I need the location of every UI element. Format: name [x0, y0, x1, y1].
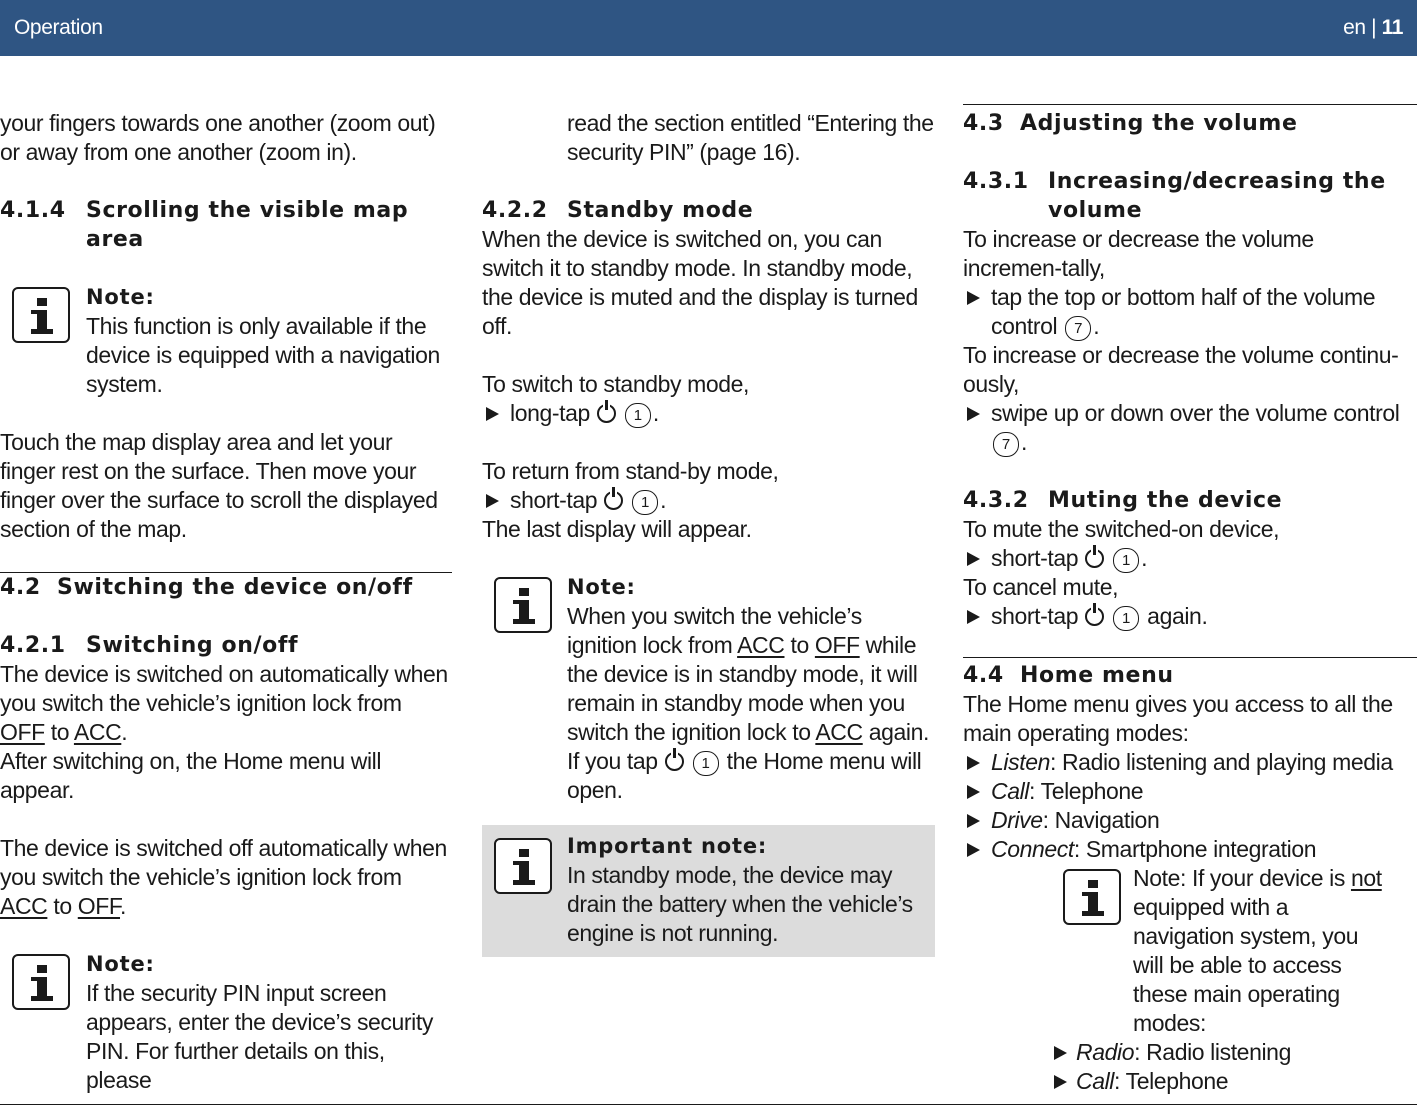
- info-icon: [12, 287, 70, 343]
- power-icon: [597, 404, 616, 423]
- callout-1: 1: [1113, 606, 1139, 631]
- heading-number: 4.3: [963, 111, 1004, 136]
- note-title: Important note:: [567, 834, 768, 858]
- heading-title: Standby mode: [567, 198, 754, 223]
- power-icon: [604, 491, 623, 510]
- note-title: Note:: [567, 575, 636, 599]
- page-number: 11: [1381, 16, 1403, 39]
- heading-number: 4.1.4: [0, 198, 66, 223]
- info-icon: [494, 577, 552, 633]
- heading-4-3-2: [963, 486, 1417, 515]
- callout-1: 1: [625, 403, 651, 428]
- arrow-icon: [963, 777, 991, 806]
- paragraph-increment: To increase or decrease the volume incremen-tally,: [963, 226, 1314, 281]
- heading-4-2-2: [482, 196, 935, 225]
- heading-4-2: [0, 573, 452, 602]
- paragraph-return: To return from stand-by mode,: [482, 458, 779, 484]
- step-mute: short-tap 1 .: [963, 544, 1417, 573]
- heading-title: Muting the device: [1048, 488, 1283, 513]
- note-text: Note: If your device is not equipped with a navigation system, you will be able to access these main operating modes:: [1133, 865, 1382, 1036]
- note-continued: read the section entitled “Entering the security PIN” (page 16).: [567, 110, 934, 165]
- header-lang: en: [1343, 16, 1366, 39]
- arrow-icon: [963, 602, 991, 631]
- heading-number: 4.4: [963, 663, 1004, 688]
- heading-4-1-4: [0, 196, 452, 254]
- heading-title: Switching the device on/off: [57, 575, 413, 600]
- mode-item: Call: Telephone: [963, 777, 1417, 806]
- step-swipe-volume: swipe up or down over the volume control 7 .: [963, 399, 1417, 457]
- heading-title: Adjusting the volume: [1020, 111, 1298, 136]
- heading-title: Switching on/off: [86, 633, 299, 658]
- heading-number: 4.2.1: [0, 633, 66, 658]
- callout-1: 1: [1113, 548, 1139, 573]
- note-ignition: [482, 573, 935, 805]
- arrow-icon: [963, 835, 991, 864]
- arrow-icon: [482, 399, 510, 428]
- arrow-icon: [1048, 1067, 1076, 1096]
- info-icon: [1063, 869, 1121, 925]
- page-header: [0, 0, 1417, 56]
- note-security-pin: [0, 950, 452, 1095]
- heading-number: 4.2.2: [482, 198, 548, 223]
- note-title: Note:: [86, 952, 155, 976]
- info-icon: [494, 838, 552, 894]
- heading-title: Home menu: [1020, 663, 1174, 688]
- note-text: If the security PIN input screen appears, enter the device’s security PIN. For further details on this, please: [86, 980, 433, 1093]
- note-text: When you switch the vehicle’s ignition lock from ACC to OFF while the device is in standby mode, it will remain in standby mode when you switch the ignition lock to ACC again. If you tap 1 the Home menu will open.: [567, 603, 929, 803]
- info-icon: [12, 954, 70, 1010]
- paragraph-mute: To mute the switched-on device,: [963, 516, 1280, 542]
- mode-item: Drive: Navigation: [963, 806, 1417, 835]
- arrow-icon: [963, 399, 991, 457]
- paragraph-home: The Home menu gives you access to all the main operating modes:: [963, 691, 1393, 746]
- mode-item: Listen: Radio listening and playing media: [963, 748, 1417, 777]
- arrow-icon: [963, 283, 991, 341]
- arrow-icon: [963, 806, 991, 835]
- note-text: In standby mode, the device may drain the battery when the vehicle’s engine is not running.: [567, 862, 913, 946]
- arrow-icon: [963, 544, 991, 573]
- header-page: en | 11: [1343, 16, 1403, 39]
- arrow-icon: [1048, 1038, 1076, 1067]
- important-note: [482, 825, 935, 957]
- heading-4-4: [963, 661, 1417, 690]
- heading-4-3-1: [963, 167, 1417, 225]
- heading-title: Scrolling the visible map area: [86, 198, 409, 252]
- note-text: This function is only available if the device is equipped with a navigation system.: [86, 313, 440, 397]
- column-1: [0, 109, 452, 1095]
- power-icon: [1085, 607, 1104, 626]
- mode-item: Connect: Smartphone integration: [963, 835, 1417, 864]
- heading-title: Increasing/decreasing the volume: [1048, 169, 1386, 223]
- paragraph-to-switch: To switch to standby mode,: [482, 371, 750, 397]
- step-short-tap: short-tap 1 .: [482, 486, 935, 515]
- paragraph-zoom: your fingers towards one another (zoom out) or away from one another (zoom in).: [0, 110, 436, 165]
- paragraph-last-display: The last display will appear.: [482, 516, 752, 542]
- submode-item: Radio: Radio listening: [1048, 1038, 1417, 1067]
- power-icon: [665, 752, 684, 771]
- submode-item: Call: Telephone: [1048, 1067, 1417, 1096]
- paragraph-switch-off: The device is switched off automatically when you switch the vehicle’s ignition lock from ACC to OFF.: [0, 835, 447, 919]
- step-long-tap: long-tap 1 .: [482, 399, 935, 428]
- note-no-navigation: [1048, 864, 1417, 1096]
- paragraph-scroll: Touch the map display area and let your finger rest on the surface. Then move your finger over the surface to scroll the displayed section of the map.: [0, 429, 438, 542]
- callout-7: 7: [1065, 316, 1091, 341]
- header-section: Operation: [14, 16, 103, 39]
- callout-1: 1: [693, 751, 719, 776]
- callout-1: 1: [632, 490, 658, 515]
- arrow-icon: [482, 486, 510, 515]
- paragraph-standby: When the device is switched on, you can switch it to standby mode. In standby mode, the device is muted and the display is turned off.: [482, 226, 918, 339]
- note-navigation: [0, 283, 452, 399]
- heading-number: 4.3.1: [963, 169, 1029, 194]
- heading-4-3: [963, 109, 1417, 138]
- arrow-icon: [963, 748, 991, 777]
- paragraph-continuous: To increase or decrease the volume continu-ously,: [963, 342, 1399, 397]
- column-3: [963, 104, 1417, 1096]
- heading-number: 4.2: [0, 575, 41, 600]
- note-title: Note:: [86, 285, 155, 309]
- step-unmute: short-tap 1 again.: [963, 602, 1417, 631]
- heading-4-2-1: [0, 631, 452, 660]
- paragraph-after-on: After switching on, the Home menu will appear.: [0, 748, 382, 803]
- callout-7: 7: [993, 432, 1019, 457]
- footer-rule: [0, 1104, 1417, 1105]
- power-icon: [1085, 549, 1104, 568]
- heading-number: 4.3.2: [963, 488, 1029, 513]
- column-2: [482, 109, 935, 957]
- paragraph-switch-on: The device is switched on automatically when you switch the vehicle’s ignition lock from OFF to ACC.: [0, 661, 448, 745]
- step-tap-volume: tap the top or bottom half of the volume control 7 .: [963, 283, 1417, 341]
- paragraph-cancel-mute: To cancel mute,: [963, 574, 1119, 600]
